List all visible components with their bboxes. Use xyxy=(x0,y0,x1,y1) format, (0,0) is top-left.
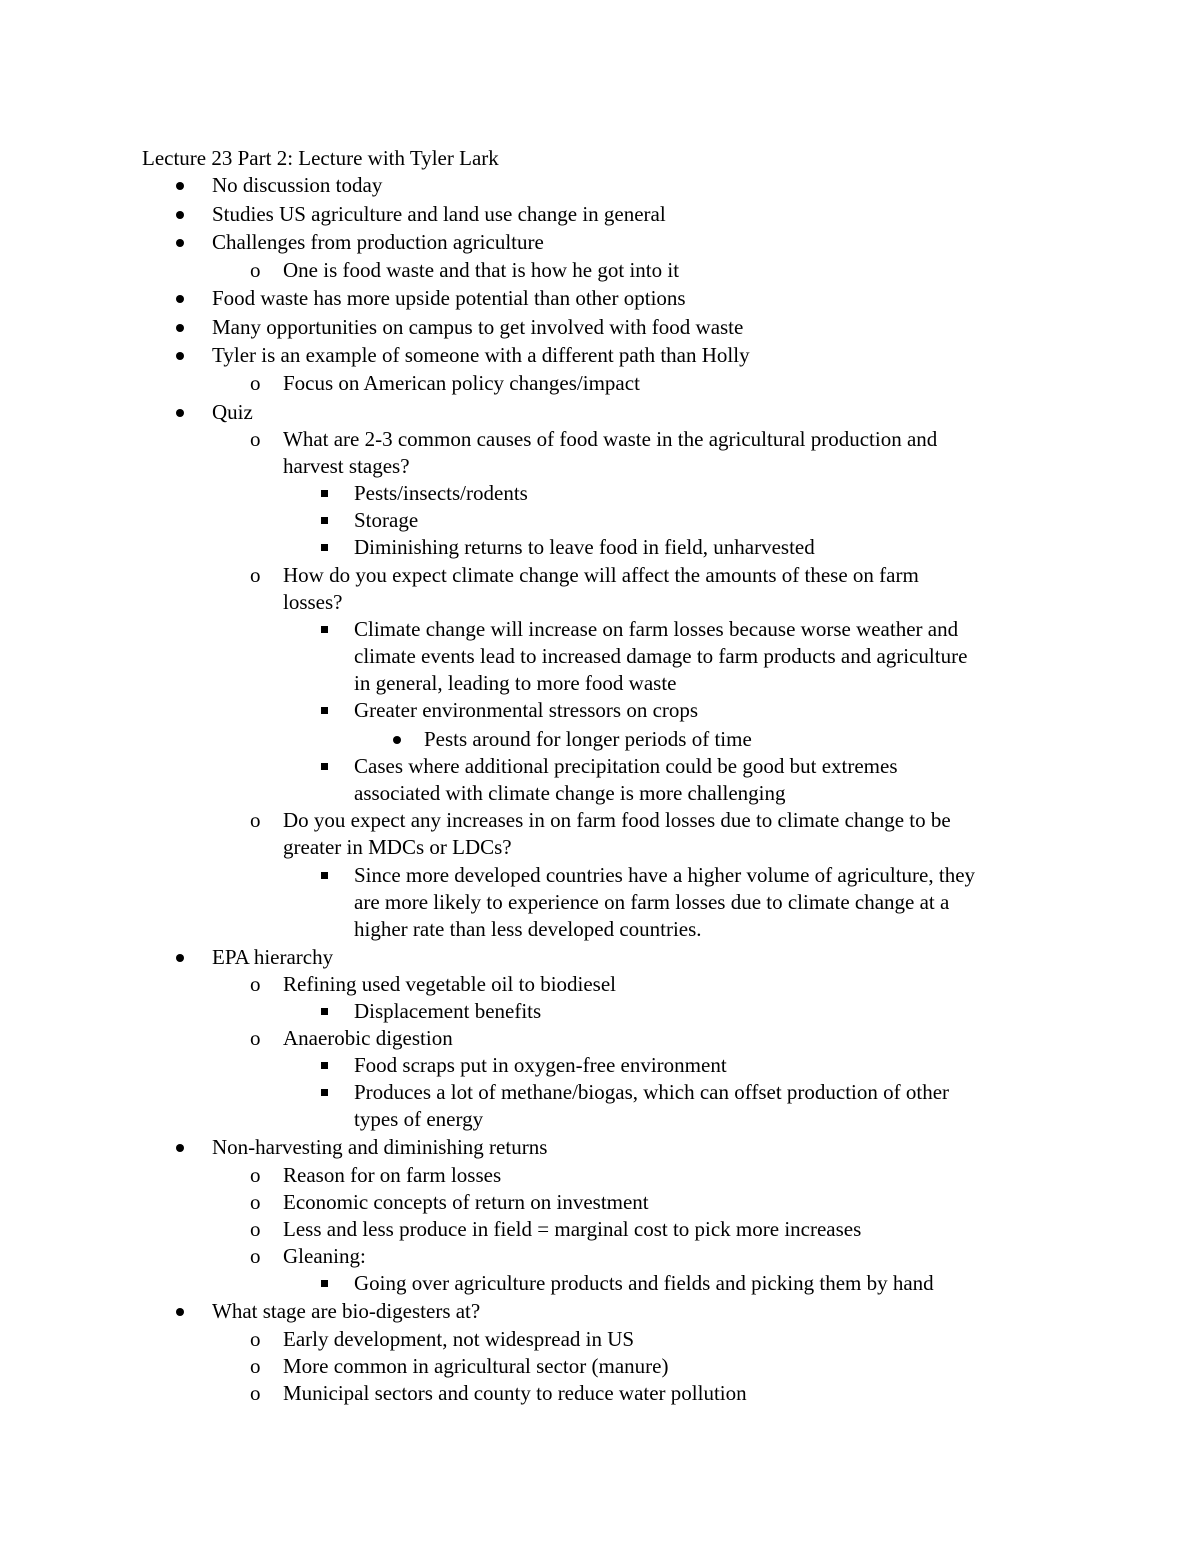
circle-bullet-icon: o xyxy=(250,258,261,282)
list-item-continuation: greater in MDCs or LDCs? xyxy=(283,835,512,859)
circle-bullet-icon: o xyxy=(250,427,261,451)
list-item-continuation: are more likely to experience on farm losses due to climate change at a xyxy=(354,890,950,914)
circle-bullet-icon: o xyxy=(250,1026,261,1050)
circle-bullet-icon: o xyxy=(250,1381,261,1405)
circle-bullet-icon: o xyxy=(250,1190,261,1214)
circle-bullet-icon: o xyxy=(250,1217,261,1241)
circle-bullet-icon: o xyxy=(250,972,261,996)
list-item-continuation: harvest stages? xyxy=(283,454,410,478)
list-item-continuation: climate events lead to increased damage to farm products and agriculture xyxy=(354,644,968,668)
list-item-continuation: higher rate than less developed countries. xyxy=(354,917,702,941)
document-page: Lecture 23 Part 2: Lecture with Tyler Lark No discussion today Studies US agriculture and land use change in general Challenges from production agriculture o One is food waste and that is how he got into it Food waste has more upside potential than other options Many opportunities on campus to get involved with food waste Tyler is an example of someone with a different path than Holly o Focus on American policy changes/impact Quiz o What are 2-3 common causes of food waste in the agricultural production and harvest stages? Pests/insects/rodents Storage Diminishing returns to leave food in field, unharvested o How do you expect climate change will affect the amounts of these on farm losses? Climate change will increase on farm losses because worse weather and climate events lead to increased damage to farm products and agriculture in general, leading to more food waste Greater environmental stressors on crops Pests around for longer periods of time Cases where additional precipitation could be good but extremes associated with climate change is more challenging o Do you expect any increases in on farm food losses due to climate change to be greater in MDCs or LDCs? Since more developed countries have a higher volume of agriculture, they are more likely to experience on farm losses due to climate change at a higher rate than less developed countries. EPA hierarchy o Refining used vegetable oil to biodiesel Displacement benefits o Anaerobic digestion Food scraps put in oxygen-free environment Produces a lot of methane/biogas, which can offset production of other types of energy Non-harvesting and diminishing returns o Reason for on farm losses o Economic concepts of return on investment o Less and less produce in field = marginal cost to pick more increases o Gleaning: Going over agriculture products and fields and picking them by hand What stage are bio-digesters at? o Early development, not widespread in US o More common in agricultural sector (manure) o Municipal sectors and county to reduce water pollution xyxy=(142,146,976,1405)
circle-bullet-icon: o xyxy=(250,1354,261,1378)
circle-bullet-icon: o xyxy=(250,371,261,395)
list-item-continuation: associated with climate change is more challenging xyxy=(354,781,786,805)
page-title: Lecture 23 Part 2: Lecture with Tyler Lark xyxy=(142,146,499,170)
list-item-continuation: losses? xyxy=(283,590,343,614)
circle-bullet-icon: o xyxy=(250,1163,261,1187)
list-item-continuation: types of energy xyxy=(354,1107,484,1131)
circle-bullet-icon: o xyxy=(250,1244,261,1268)
circle-bullet-icon: o xyxy=(250,563,261,587)
list-item-continuation: in general, leading to more food waste xyxy=(354,671,677,695)
circle-bullet-icon: o xyxy=(250,1327,261,1351)
circle-bullet-icon: o xyxy=(250,808,261,832)
